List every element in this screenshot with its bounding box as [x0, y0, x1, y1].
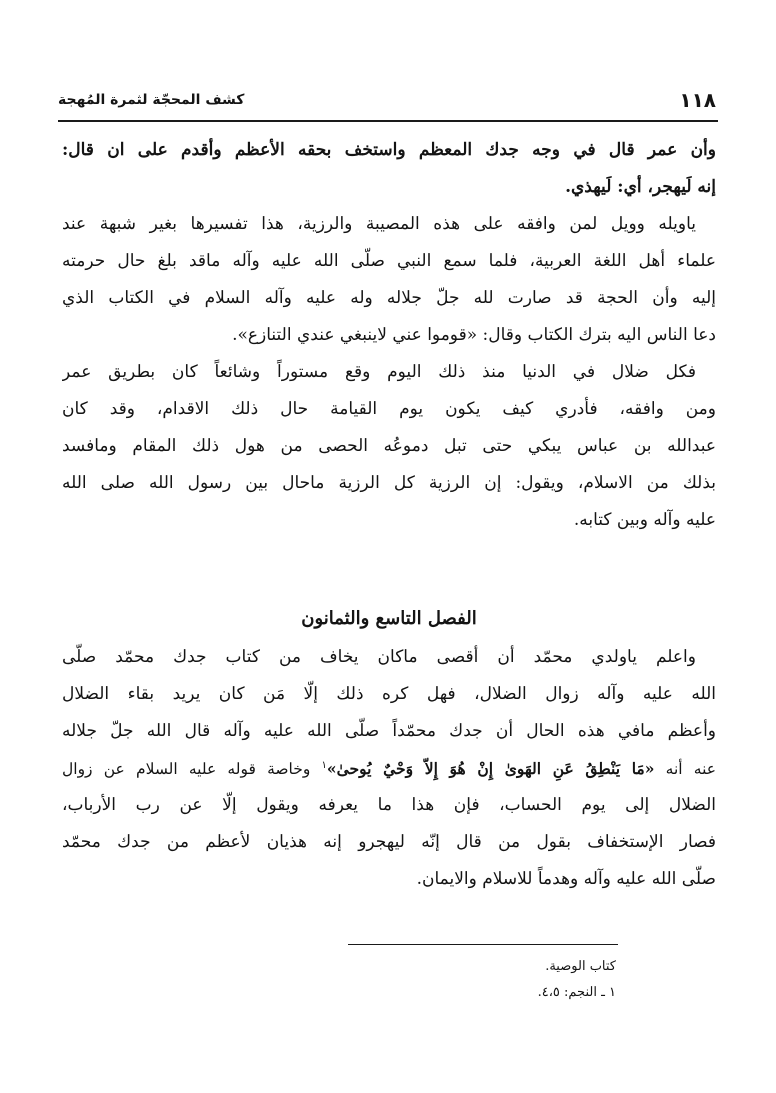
paragraph-1: [62, 132, 716, 206]
page-body: [62, 132, 716, 898]
text-line: الله عليه وآله زوال الضلال، فهل كره ذلك إلّا مَن كان يريد بقاء الضلال: [62, 684, 716, 704]
paragraph-2: [62, 206, 716, 354]
section-gap: [62, 539, 716, 599]
quran-quote: «مَا يَنْطِقُ عَنِ الهَوىٰ إِنْ هُوَ إِلاّ وَحْيٌ يُوحىٰ»: [326, 759, 655, 778]
running-title: كشف المحجّة لثمرة المُهجة: [58, 92, 245, 108]
footnote-marker: ١: [321, 759, 327, 771]
text-line: صلّى الله عليه وآله وهدماً للاسلام والايمان.: [416, 869, 716, 889]
text-line: ومن وافقه، فأدري كيف يكون يوم القيامة حال ذلك الاقدام، وقد كان: [62, 399, 716, 419]
text-line: بذلك من الاسلام، ويقول: إن الرزية كل الرزية ماحال بين رسول الله صلى الله: [62, 473, 716, 493]
footnotes: [380, 954, 616, 1006]
text-line-with-quote: [62, 750, 716, 787]
text-line: دعا الناس اليه بترك الكتاب وقال: «قوموا عني لاينبغي عندي التنازع».: [232, 325, 716, 345]
text-line: فكل ضلال في الدنيا منذ ذلك اليوم وقع مستوراً وشائعاً كان بطريق عمر: [62, 362, 696, 382]
header-rule: [58, 120, 718, 122]
line-text: وخاصة قوله عليه السلام عن زوال: [62, 760, 322, 778]
page-header: [58, 88, 716, 116]
text-line: واعلم ياولدي محمّد أن أقصى ماكان يخاف من كتاب جدك محمّد صلّى: [62, 647, 696, 667]
paragraph-3: [62, 354, 716, 539]
text-line: عليه وآله وبين كتابه.: [573, 510, 716, 530]
text-line: ياويله وويل لمن وافقه على هذه المصيبة والرزية، هذا تفسيرها بغير شبهة عند: [62, 214, 696, 234]
text-line: إليه وأن الحجة قد صارت لله جلّ جلاله وله عليه وآله السلام في الكتاب الذي: [62, 288, 716, 308]
text-line: الضلال إلى يوم الحساب، فإن هذا ما يعرفه ويقول إلّا عن رب الأرباب،: [62, 795, 716, 815]
text-line: عبدالله بن عباس يبكي حتى تبل دموعُه الحصى من هول ذلك المقام ومافسد: [62, 436, 716, 456]
footnote-rule: [348, 944, 618, 945]
footnote: ١ ـ النجم: ٤،٥.: [537, 985, 616, 1000]
footnote: كتاب الوصية.: [545, 959, 616, 974]
text-line: وأعظم مافي هذه الحال أن جدك محمّداً صلّى الله عليه وآله قال الله جلّ جلاله: [62, 721, 716, 741]
line-text: عنه أنه: [654, 760, 716, 778]
text-line: إنه لَيهجر، أي: لَيهذي.: [565, 177, 716, 197]
text-line: علماء أهل اللغة العربية، فلما سمع النبي صلّى الله عليه وآله ماقد بلغ حال حرمته: [62, 251, 716, 271]
text-line: وأن عمر قال في وجه جدك المعظم واستخف بحقه الأعظم وأقدم على ان قال:: [62, 140, 716, 160]
text-line: فصار الإستخفاف بقول من قال إنّه ليهجرو إنه هذيان لأعظم من جدك محمّد: [62, 832, 716, 852]
page-number: ١١٨: [679, 88, 716, 112]
paragraph-4: [62, 639, 716, 898]
section-title: الفصل التاسع والثمانون: [301, 608, 477, 629]
